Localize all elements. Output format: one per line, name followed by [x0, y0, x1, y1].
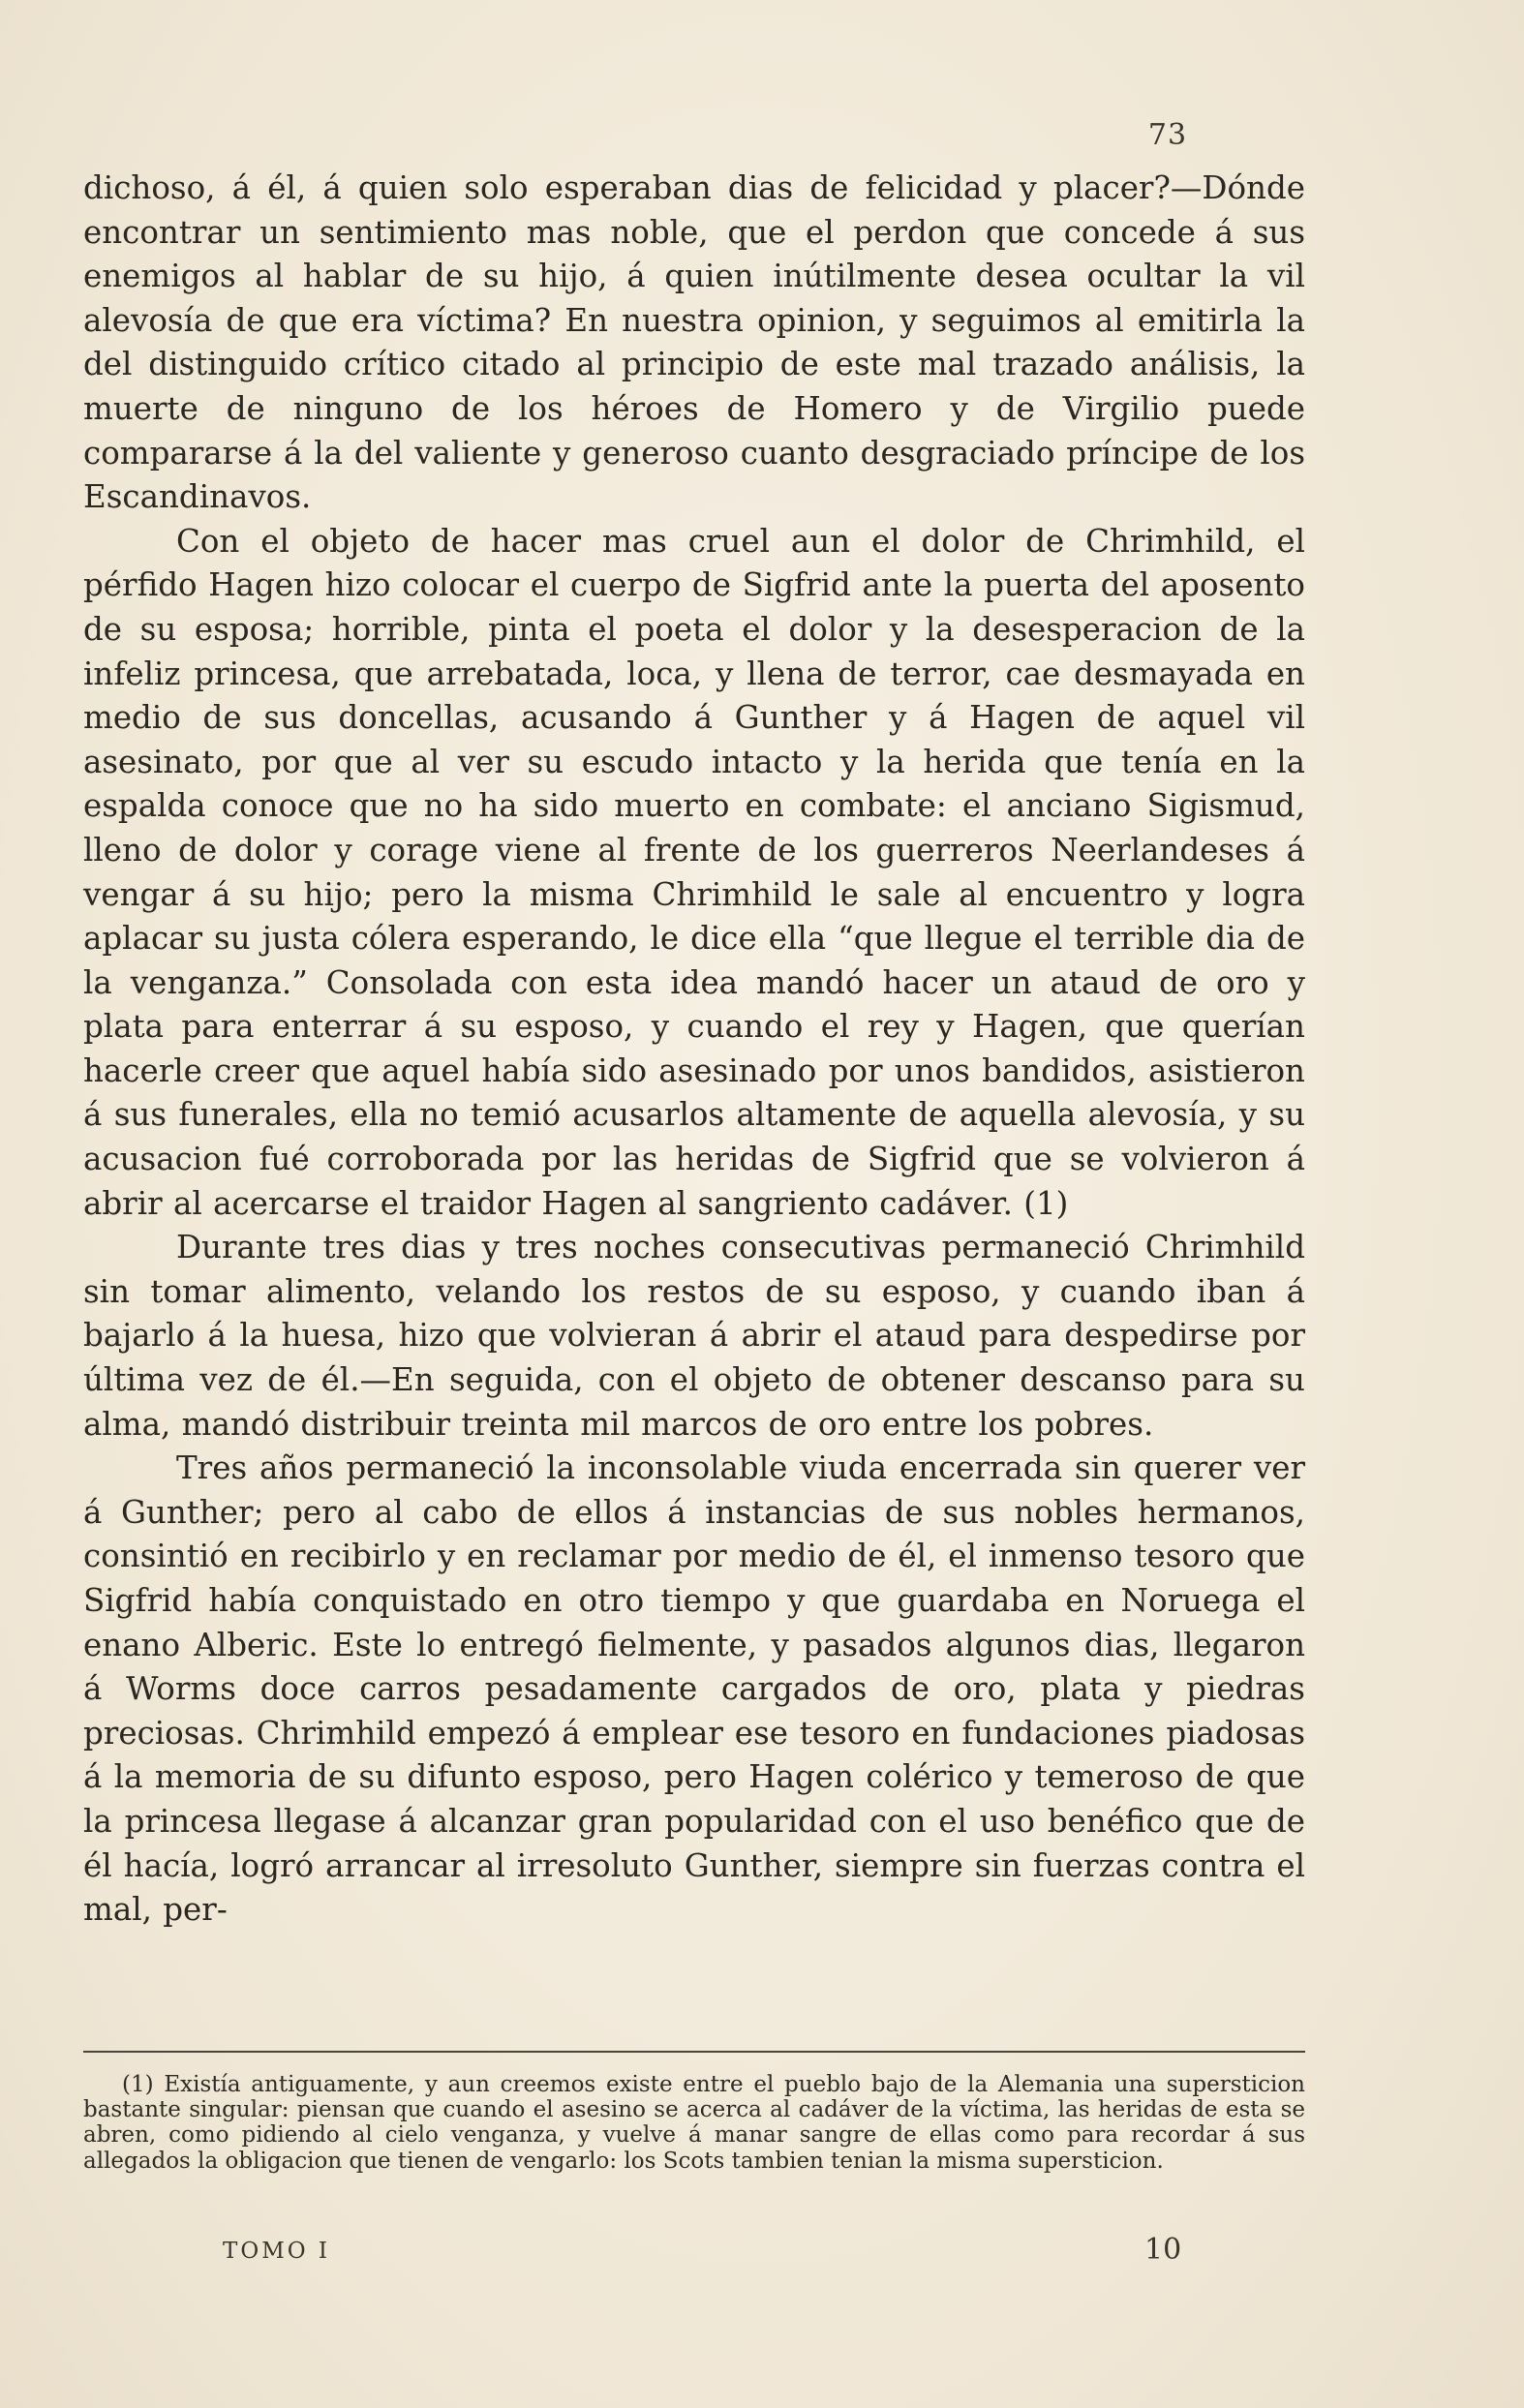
volume-signature: TOMO I — [223, 2239, 330, 2264]
paragraph-3: Durante tres dias y tres noches consecutivas permaneció Chrimhild sin tomar alimento, velando los restos de su esposo, y cuando iban á bajarlo á la huesa, hizo que volvieran á abrir el ataud para despedirse por última vez de él.—En seguida, con el objeto de obtener descanso para su alma, mandó distribuir treinta mil marcos de oro entre los pobres. — [83, 1229, 1305, 1443]
signature-number: 10 — [1144, 2233, 1182, 2267]
paragraph-4: Tres años permaneció la inconsolable viuda encerrada sin querer ver á Gunther; pero al cabo de ellos á instancias de sus nobles hermanos, consintió en recibirlo y en reclamar por medio de él, el inmenso tesoro que Sigfrid había conquistado en otro tiempo y que guardaba en Noruega el enano Alberic. Este lo entregó fielmente, y pasados algunos dias, llegaron á Worms doce carros pesadamente cargados de oro, plata y piedras preciosas. Chrimhild empezó á emplear ese tesoro en fundaciones piadosas á la memoria de su difunto esposo, pero Hagen colérico y temeroso de que la princesa llegase á alcanzar gran popularidad con el uso benéfico que de él hacía, logró arrancar al irresoluto Gunther, siempre sin fuerzas contra el mal, per- — [83, 1449, 1305, 1929]
page-number: 73 — [1147, 118, 1188, 152]
paragraph-1: dichoso, á él, á quien solo esperaban dias de felicidad y placer?—Dónde encontrar un sentimiento mas noble, que el perdon que concede á sus enemigos al hablar de su hijo, á quien inútilmente desea ocultar la vil alevosía de que era víctima? En nuestra opinion, y seguimos al emitirla la del distinguido crítico citado al principio de este mal trazado análisis, la muerte de ninguno de los héroes de Homero y de Virgilio puede compararse á la del valiente y generoso cuanto desgraciado príncipe de los Escandinavos. — [83, 169, 1305, 516]
page-footer — [0, 2233, 1524, 2277]
paragraph-2: Con el objeto de hacer mas cruel aun el dolor de Chrimhild, el pérfido Hagen hizo colocar el cuerpo de Sigfrid ante la puerta del aposento de su esposa; horrible, pinta el poeta el dolor y la desesperacion de la infeliz princesa, que arrebatada, loca, y llena de terror, cae desmayada en medio de sus doncellas, acusando á Gunther y á Hagen de aquel vil asesinato, por que al ver su escudo intacto y la herida que tenía en la espalda conoce que no ha sido muerto en combate: el anciano Sigismud, lleno de dolor y corage viene al frente de los guerreros Neerlandeses á vengar á su hijo; pero la misma Chrimhild le sale al encuentro y logra aplacar su justa cólera esperando, le dice ella “que llegue el terrible dia de la venganza.” Consolada con esta idea mandó hacer un ataud de oro y plata para enterrar á su esposo, y cuando el rey y Hagen, que querían hacerle creer que aquel había sido asesinado por unos bandidos, asistieron á sus funerales, ella no temió acusarlos altamente de aquella alevosía, y su acusacion fué corroborada por las heridas de Sigfrid que se volvieron á abrir al acercarse el traidor Hagen al sangriento cadáver. (1) — [83, 522, 1305, 1222]
footnote-text: (1) Existía antiguamente, y aun creemos existe entre el pueblo bajo de la Alemania una supersticion bastante singular: piensan que cuando el asesino se acerca al cadáver de la víctima, las heridas de esta se abren, como pidiendo al cielo venganza, y vuelve á manar sangre de ellas como para recordar á sus allegados la obligacion que tienen de vengarlo: los Scots tambien tenian la misma supersticion. — [83, 2072, 1305, 2174]
footnote-section — [83, 2072, 1305, 2174]
main-text — [83, 167, 1305, 1933]
footnote-divider — [83, 2051, 1305, 2053]
